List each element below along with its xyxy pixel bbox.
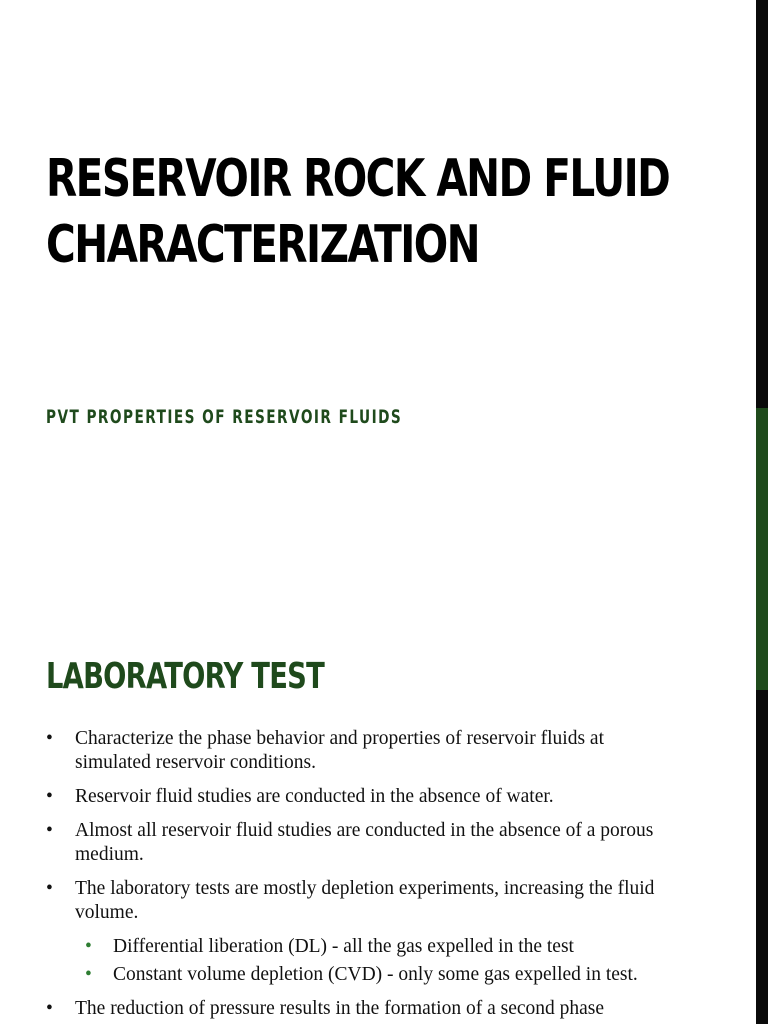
slide-title-line-1: RESERVOIR ROCK AND FLUID bbox=[46, 149, 670, 209]
bullet-item-text: The laboratory tests are mostly depletion experiments, increasing the fluid volume. bbox=[75, 878, 655, 923]
sub-bullet-item: • Constant volume depletion (CVD) - only some gas expelled in test. bbox=[75, 963, 676, 987]
bullet-item: • Almost all reservoir fluid studies are conducted in the absence of a porous medium. bbox=[46, 819, 676, 867]
bullet-list bbox=[46, 727, 676, 1024]
side-accent-bar-green bbox=[756, 408, 768, 690]
sub-bullet-item: • Differential liberation (DL) - all the gas expelled in the test bbox=[75, 935, 676, 959]
slide-title bbox=[46, 146, 670, 278]
sub-bullet-list bbox=[75, 935, 676, 987]
slide-title-line-2: CHARACTERIZATION bbox=[46, 215, 480, 275]
bullet-item-with-subitems bbox=[46, 877, 676, 987]
bullet-item: • Characterize the phase behavior and properties of reservoir fluids at simulated reservoir conditions. bbox=[46, 727, 676, 775]
bullet-item: • Reservoir fluid studies are conducted in the absence of water. bbox=[46, 785, 676, 809]
side-accent-bar-black-lower bbox=[756, 690, 768, 1024]
side-accent-bar-black bbox=[756, 0, 768, 408]
section-heading: LABORATORY TEST bbox=[46, 656, 324, 697]
bullet-item: • The reduction of pressure results in the formation of a second phase bbox=[46, 997, 676, 1021]
slide-subtitle: PVT PROPERTIES OF RESERVOIR FLUIDS bbox=[46, 406, 403, 428]
